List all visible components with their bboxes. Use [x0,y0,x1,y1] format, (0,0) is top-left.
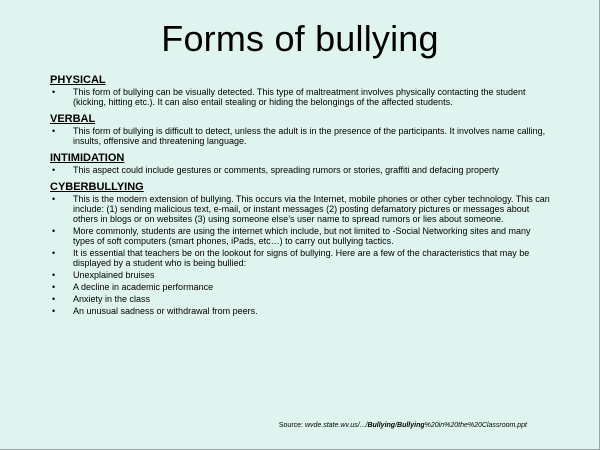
bullet-text: This aspect could include gestures or comments, spreading rumors or stories, graffiti and defacing property [73,165,500,175]
bullet-list-intimidation [50,165,550,175]
bullet-item [50,248,550,268]
bullet-icon: • [52,165,56,175]
source-citation [279,422,527,429]
bullet-item [50,270,550,280]
source-link[interactable] [305,422,527,429]
bullet-item [50,306,550,316]
source-label: Source: [278,422,303,429]
bullet-item [50,87,550,107]
section-verbal [50,113,550,146]
bullet-icon: • [52,306,56,316]
bullet-text: A decline in academic performance [73,282,214,292]
bullet-item [50,194,550,224]
section-heading-verbal: VERBAL [50,113,96,125]
source-prefix: wvde.state.wv.us/.../ [304,422,368,429]
bullet-icon: • [52,270,56,280]
section-intimidation [50,152,550,175]
bullet-list-verbal [50,126,550,146]
bullet-icon: • [52,126,56,136]
section-heading-intimidation: INTIMIDATION [50,152,125,164]
slide-content [50,74,550,322]
bullet-text: This form of bullying is difficult to detect, unless the adult is in the presence of the participants. It involves name calling, insults, offensive and threatening language. [73,126,546,146]
bullet-list-cyberbullying [50,194,550,316]
bullet-text: More commonly, students are using the internet which include, but not limited to -Social Networking sites and many types of soft computers (smart phones, iPads, etc…) to carry out bullying tactics. [73,226,531,246]
bullet-list-physical [50,87,550,107]
section-heading-physical: PHYSICAL [50,74,106,86]
bullet-icon: • [52,226,56,236]
bullet-text: Unexplained bruises [73,270,155,280]
bullet-icon: • [52,87,56,97]
bullet-text: Anxiety in the class [73,294,151,304]
bullet-icon: • [52,282,56,292]
source-suffix: %20in%20the%20Classroom.ppt [424,422,527,429]
bullet-text: An unusual sadness or withdrawal from peers. [73,306,258,316]
bullet-item [50,282,550,292]
bullet-text: This form of bullying can be visually detected. This type of maltreatment involves physically contacting the student (kicking, hitting etc.). It can also entail stealing or hiding the belongings of the affected students. [73,87,526,107]
section-heading-cyberbullying: CYBERBULLYING [50,181,144,193]
source-bold-2: Bullying [397,422,425,429]
source-bold-1: Bullying [367,422,396,429]
bullet-text: It is essential that teachers be on the lookout for signs of bullying. Here are a few of the characteristics that may be displayed by a student who is being bullied: [73,248,530,268]
bullet-text: This is the modern extension of bullying. This occurs via the Internet, mobile phones or other cyber technology. This can include: (1) sending malicious text, e-mail, or instant messages (2) posting defamatory pictures or messages about others in blogs or on websites (3) using someone else’s user name to spread rumors or lies about someone. [73,194,550,224]
bullet-icon: • [52,294,56,304]
bullet-item [50,165,550,175]
bullet-icon: • [52,248,56,258]
source-sep: / [395,422,398,429]
slide-title: Forms of bullying [161,18,439,59]
section-cyberbullying [50,181,550,316]
bullet-item [50,226,550,246]
bullet-item [50,294,550,304]
section-physical [50,74,550,107]
bullet-icon: • [52,194,56,204]
bullet-item [50,126,550,146]
